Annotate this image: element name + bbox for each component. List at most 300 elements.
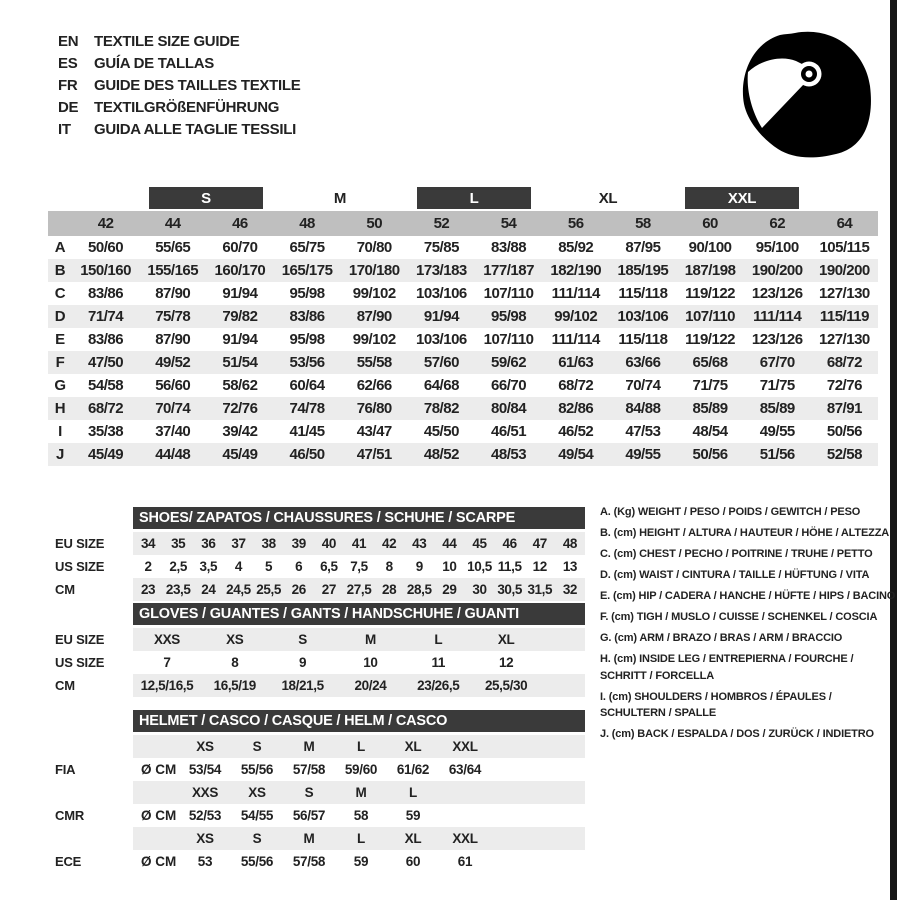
- guide-title: GUIDA ALLE TAGLIE TESSILI: [94, 120, 296, 138]
- measurement-cell: 83/88: [491, 239, 527, 256]
- helmet-section-title: HELMET / CASCO / CASQUE / HELM / CASCO: [139, 713, 448, 729]
- helmet-size-cell: S: [252, 739, 262, 754]
- shoes-size-cell: 46: [502, 536, 517, 551]
- measurement-cell: 99/102: [554, 308, 598, 325]
- helmet-size-cell: M: [303, 831, 315, 846]
- numeric-size-cell: 56: [567, 215, 584, 232]
- measurement-cell: 123/126: [751, 285, 803, 302]
- shoes-size-cell: 3,5: [199, 559, 218, 574]
- helmet-size-cell: L: [357, 739, 365, 754]
- measurement-cell: 83/86: [289, 308, 325, 325]
- measurement-cell: 190/200: [819, 262, 870, 279]
- measurement-cell: 46/51: [491, 423, 527, 440]
- measurement-cell: 46/50: [289, 446, 325, 463]
- gloves-row-label: US SIZE: [55, 655, 105, 670]
- measurement-row-letter: E: [55, 331, 65, 348]
- measurement-row: [48, 443, 878, 466]
- measurement-cell: 182/190: [550, 262, 602, 279]
- shoes-size-cell: 43: [412, 536, 427, 551]
- gloves-size-row: [55, 674, 585, 697]
- size-group-label: S: [149, 187, 263, 209]
- measurement-row: [48, 328, 878, 351]
- shoes-size-cell: 30: [472, 582, 487, 597]
- numeric-size-cell: 60: [702, 215, 718, 232]
- language-code: EN: [58, 32, 79, 50]
- shoes-size-cell: 11,5: [497, 559, 522, 574]
- numeric-size-cell: 54: [500, 215, 517, 232]
- measurement-cell: 52/58: [826, 446, 862, 463]
- shoes-size-cell: 2,5: [169, 559, 187, 574]
- helmet-size-cell: XS: [196, 739, 214, 754]
- gloves-size-row: [55, 651, 585, 674]
- language-row: [58, 118, 300, 140]
- measurement-row: [48, 374, 878, 397]
- measurement-cell: 115/119: [819, 308, 869, 325]
- measurement-legend-item: C. (cm) CHEST / PECHO / POITRINE / TRUHE / PETTO: [600, 548, 873, 560]
- measurement-cell: 91/94: [423, 308, 459, 325]
- measurement-cell: 84/88: [625, 400, 661, 417]
- measurement-cell: 170/180: [348, 262, 400, 279]
- gloves-size-cell: 12,5/16,5: [140, 678, 194, 693]
- measurement-cell: 123/126: [751, 331, 803, 348]
- gloves-row-label: CM: [55, 678, 75, 693]
- measurement-cell: 111/114: [551, 285, 600, 302]
- measurement-cell: 70/74: [625, 377, 661, 394]
- shoes-size-cell: 24: [201, 582, 216, 597]
- helmet-size-table: [55, 710, 585, 873]
- shoes-size-cell: 28: [382, 582, 397, 597]
- measurement-row-letter: I: [58, 423, 62, 440]
- measurement-cell: 190/200: [751, 262, 803, 279]
- size-group-cell: [541, 185, 675, 211]
- measurement-cell: 49/52: [155, 354, 191, 371]
- measurement-cell: 71/75: [692, 377, 728, 394]
- measurement-cell: 127/130: [819, 331, 870, 348]
- measurement-cell: 60/64: [289, 377, 325, 394]
- shoes-size-cell: 35: [171, 536, 186, 551]
- shoes-size-cell: 36: [201, 536, 216, 551]
- shoes-size-cell: 30,5: [497, 582, 522, 597]
- helmet-size-cell: S: [304, 785, 314, 800]
- shoes-size-cell: 40: [321, 536, 336, 551]
- measurement-row-letter: B: [54, 262, 66, 279]
- measurement-legend-item: J. (cm) BACK / ESPALDA / DOS / ZURÜCK / INDIETRO: [600, 728, 874, 740]
- measurement-cell: 78/82: [423, 400, 459, 417]
- helmet-section-header: [133, 710, 585, 732]
- helmet-size-cell: XXS: [191, 785, 219, 800]
- racing-helmet-icon: [737, 28, 877, 160]
- shoes-size-cell: 27,5: [346, 582, 372, 597]
- helmet-standard-label: CMR: [55, 808, 85, 823]
- shoes-size-cell: 24,5: [226, 582, 251, 597]
- measurement-cell: 185/195: [617, 262, 669, 279]
- measurement-cell: 50/56: [826, 423, 862, 440]
- measurement-cell: 47/53: [625, 423, 661, 440]
- helmet-size-cell: S: [252, 831, 262, 846]
- measurement-row: [48, 259, 878, 282]
- helmet-size-cell: M: [303, 739, 315, 754]
- guide-title: GUÍA DE TALLAS: [94, 54, 214, 72]
- gloves-size-cell: 23/26,5: [417, 678, 460, 693]
- measurement-cell: 119/122: [685, 331, 736, 348]
- measurement-row: [48, 236, 878, 259]
- size-group-cell: [139, 185, 273, 211]
- measurement-cell: 45/49: [88, 446, 124, 463]
- measurement-cell: 107/110: [685, 308, 736, 325]
- measurement-cell: 51/54: [222, 354, 258, 371]
- measurement-cell: 35/38: [88, 423, 124, 440]
- numeric-size-cell: 52: [433, 215, 450, 232]
- helmet-size-cell: XS: [248, 785, 266, 800]
- shoes-size-cell: 34: [140, 536, 156, 551]
- measurement-cell: 155/165: [147, 262, 199, 279]
- shoes-size-cell: 28,5: [406, 582, 432, 597]
- shoes-size-cell: 5: [265, 559, 273, 574]
- measurement-cell: 66/70: [491, 377, 527, 394]
- measurement-cell: 45/50: [423, 423, 459, 440]
- helmet-standard-block: [55, 827, 585, 873]
- measurement-cell: 107/110: [483, 331, 534, 348]
- measurement-cell: 37/40: [155, 423, 191, 440]
- helmet-size-cell: L: [357, 831, 365, 846]
- helmet-diameter-cell: 63/64: [448, 762, 482, 777]
- measurement-cell: 165/175: [281, 262, 333, 279]
- shoes-size-cell: 2: [144, 559, 152, 574]
- measurement-legend-item: D. (cm) WAIST / CINTURA / TAILLE / HÜFTUNG / VITA: [600, 569, 870, 581]
- measurement-cell: 50/56: [692, 446, 728, 463]
- gloves-size-cell: 25,5/30: [484, 678, 528, 693]
- shoes-size-row: [55, 532, 585, 555]
- shoes-size-cell: 29: [442, 582, 457, 597]
- shoes-size-table: [55, 507, 585, 601]
- measurement-legend-item: B. (cm) HEIGHT / ALTURA / HAUTEUR / HÖHE / ALTEZZA: [600, 527, 890, 539]
- numeric-size-cell: 62: [769, 215, 786, 232]
- helmet-diameter-cell: 56/57: [292, 808, 326, 823]
- shoes-size-cell: 42: [382, 536, 397, 551]
- shoes-size-cell: 41: [351, 536, 367, 551]
- measurement-cell: 115/118: [618, 331, 668, 348]
- shoes-size-cell: 39: [291, 536, 306, 551]
- measurement-cell: 48/54: [692, 423, 728, 440]
- numeric-size-cell: 44: [164, 215, 181, 232]
- size-group-header-row: [48, 185, 878, 211]
- language-title-list: [58, 30, 300, 140]
- measurement-cell: 95/98: [289, 285, 325, 302]
- measurement-cell: 71/74: [88, 308, 124, 325]
- shoes-size-cell: 44: [442, 536, 457, 551]
- measurement-cell: 83/86: [88, 331, 124, 348]
- helmet-diameter-cell: 60: [405, 854, 421, 869]
- measurement-cell: 46/52: [558, 423, 594, 440]
- measurement-row: [48, 397, 878, 420]
- measurement-cell: 111/114: [753, 308, 802, 325]
- helmet-diameter-cell: 54/55: [240, 808, 274, 823]
- shoes-size-cell: 10: [442, 559, 457, 574]
- measurement-cell: 173/183: [416, 262, 467, 279]
- measurement-cell: 82/86: [558, 400, 594, 417]
- measurement-cell: 70/80: [356, 239, 392, 256]
- measurement-cell: 67/70: [759, 354, 795, 371]
- measurement-cell: 51/56: [759, 446, 795, 463]
- gloves-size-cell: 12: [498, 655, 514, 670]
- shoes-size-cell: 37: [231, 536, 246, 551]
- measurement-row-letter: F: [55, 354, 65, 371]
- language-row: [58, 96, 300, 118]
- guide-title: TEXTILE SIZE GUIDE: [94, 32, 240, 50]
- helmet-size-cell: XXL: [452, 831, 478, 846]
- shoes-size-cell: 4: [234, 559, 243, 574]
- measurement-cell: 61/63: [558, 354, 594, 371]
- measurement-cell: 91/94: [222, 331, 258, 348]
- helmet-values-row: [55, 850, 585, 873]
- shoes-size-cell: 12: [532, 559, 547, 574]
- measurement-cell: 91/94: [222, 285, 258, 302]
- gloves-size-cell: L: [434, 632, 443, 647]
- shoes-size-cell: 25,5: [256, 582, 281, 597]
- shoes-row-label: CM: [55, 582, 75, 597]
- shoes-size-cell: 10,5: [467, 559, 492, 574]
- measurement-cell: 80/84: [491, 400, 527, 417]
- shoes-size-cell: 13: [562, 559, 578, 574]
- shoes-size-cell: 48: [562, 536, 578, 551]
- shoes-size-cell: 8: [385, 559, 393, 574]
- helmet-sizes-row: [55, 735, 585, 758]
- helmet-diameter-cell: 57/58: [292, 854, 326, 869]
- shoes-section-title: SHOES/ ZAPATOS / CHAUSSURES / SCHUHE / SCARPE: [139, 510, 516, 526]
- measurement-cell: 48/53: [491, 446, 527, 463]
- measurement-cell: 87/90: [356, 308, 392, 325]
- measurement-legend-item: G. (cm) ARM / BRAZO / BRAS / ARM / BRACCIO: [600, 632, 843, 644]
- measurement-cell: 105/115: [819, 239, 870, 256]
- language-code: FR: [58, 76, 78, 94]
- helmet-diameter-cell: 53/54: [188, 762, 222, 777]
- shoes-size-cell: 6,5: [320, 559, 338, 574]
- helmet-diameter-cell: 57/58: [292, 762, 326, 777]
- measurement-cell: 44/48: [155, 446, 191, 463]
- shoes-size-cell: 38: [261, 536, 276, 551]
- numeric-size-cell: 50: [366, 215, 383, 232]
- measurement-row: [48, 351, 878, 374]
- measurement-cell: 41/45: [289, 423, 325, 440]
- measurement-cell: 43/47: [356, 423, 392, 440]
- shoes-size-cell: 6: [295, 559, 303, 574]
- gloves-size-cell: 11: [431, 655, 445, 670]
- measurement-row-letter: A: [54, 239, 66, 256]
- measurement-legend-item: H. (cm) INSIDE LEG / ENTREPIERNA / FOURCHE / SCHRITT / FORCELLA: [600, 653, 854, 682]
- shoes-size-cell: 47: [532, 536, 547, 551]
- helmet-standard-label: ECE: [55, 854, 82, 869]
- numeric-size-cell: 48: [299, 215, 315, 232]
- helmet-diameter-cell: 58: [353, 808, 369, 823]
- measurement-cell: 47/51: [356, 446, 392, 463]
- helmet-diameter-cell: 59: [405, 808, 421, 823]
- measurement-cell: 65/75: [289, 239, 325, 256]
- shoes-size-cell: 32: [562, 582, 578, 597]
- size-group-cell: [675, 185, 809, 211]
- measurement-legend-item: A. (Kg) WEIGHT / PESO / POIDS / GEWITCH / PESO: [600, 506, 861, 518]
- gloves-size-cell: 16,5/19: [213, 678, 256, 693]
- shoes-size-cell: 45: [472, 536, 487, 551]
- measurement-cell: 99/102: [352, 331, 396, 348]
- helmet-standard-block: [55, 781, 585, 827]
- measurement-cell: 115/118: [618, 285, 668, 302]
- measurement-cell: 187/198: [684, 262, 736, 279]
- measurement-cell: 68/72: [826, 354, 862, 371]
- gloves-section-title: GLOVES / GUANTES / GANTS / HANDSCHUHE / GUANTI: [139, 606, 519, 622]
- measurement-cell: 62/66: [356, 377, 392, 394]
- measurement-cell: 68/72: [88, 400, 124, 417]
- measurement-cell: 119/122: [685, 285, 736, 302]
- helmet-sizes-row: [55, 781, 585, 804]
- measurement-cell: 65/68: [692, 354, 728, 371]
- helmet-diameter-cell: 59/60: [344, 762, 378, 777]
- guide-title: GUIDE DES TAILLES TEXTILE: [94, 76, 301, 94]
- measurement-cell: 87/91: [826, 400, 862, 417]
- helmet-diameter-cell: 55/56: [240, 762, 274, 777]
- gloves-size-cell: 7: [163, 655, 171, 670]
- measurement-row: [48, 305, 878, 328]
- shoes-row-label: EU SIZE: [55, 536, 105, 551]
- measurement-cell: 103/106: [617, 308, 669, 325]
- measurement-cell: 127/130: [819, 285, 870, 302]
- measurement-cell: 57/60: [423, 354, 459, 371]
- helmet-size-cell: XS: [196, 831, 214, 846]
- measurement-row-letter: C: [54, 285, 66, 302]
- measurement-cell: 103/106: [416, 331, 467, 348]
- measurement-cell: 177/187: [483, 262, 534, 279]
- numeric-size-cell: 64: [836, 215, 853, 232]
- measurement-row-letter: D: [54, 308, 66, 325]
- measurement-cell: 68/72: [558, 377, 594, 394]
- size-group-label: XXL: [685, 187, 799, 209]
- helmet-diameter-cell: 52/53: [188, 808, 222, 823]
- shoes-size-cell: 23: [140, 582, 156, 597]
- shoes-size-cell: 26: [291, 582, 306, 597]
- measurement-cell: 95/100: [755, 239, 799, 256]
- gloves-size-cell: M: [364, 632, 376, 647]
- shoes-section-header: [133, 507, 585, 529]
- measurement-cell: 76/80: [356, 400, 392, 417]
- helmet-diameter-cell: 55/56: [240, 854, 274, 869]
- measurement-cell: 64/68: [423, 377, 459, 394]
- measurement-cell: 79/82: [222, 308, 258, 325]
- measurement-row: [48, 420, 878, 443]
- shoes-size-cell: 23,5: [165, 582, 191, 597]
- gloves-size-cell: 8: [231, 655, 239, 670]
- helmet-size-cell: XL: [404, 739, 422, 754]
- measurement-cell: 75/78: [155, 308, 191, 325]
- measurement-cell: 54/58: [88, 377, 124, 394]
- measurement-cell: 53/56: [289, 354, 325, 371]
- measurement-row-letter: G: [54, 377, 66, 394]
- textile-size-table: [48, 185, 878, 466]
- measurement-cell: 45/49: [222, 446, 258, 463]
- measurement-cell: 39/42: [222, 423, 258, 440]
- measurement-cell: 59/62: [491, 354, 527, 371]
- measurement-cell: 55/65: [155, 239, 191, 256]
- measurement-legend-item: E. (cm) HIP / CADERA / HANCHE / HÜFTE / HIPS / BACINO: [600, 590, 896, 602]
- helmet-size-cell: XL: [404, 831, 422, 846]
- shoes-row-label: US SIZE: [55, 559, 105, 574]
- shoes-size-row: [55, 555, 585, 578]
- measurement-legend-item: F. (cm) TIGH / MUSLO / CUISSE / SCHENKEL / COSCIA: [600, 611, 878, 623]
- measurement-legend: [600, 504, 900, 747]
- helmet-size-cell: L: [409, 785, 417, 800]
- helmet-size-cell: XXL: [452, 739, 478, 754]
- measurement-cell: 49/55: [759, 423, 795, 440]
- shoes-size-row: [55, 578, 585, 601]
- measurement-cell: 85/92: [558, 239, 594, 256]
- guide-title: TEXTILGRÖßENFÜHRUNG: [94, 98, 280, 116]
- shoes-size-cell: 7,5: [350, 559, 368, 574]
- measurement-cell: 56/60: [155, 377, 191, 394]
- language-row: [58, 74, 300, 96]
- numeric-size-cell: 42: [97, 215, 114, 232]
- gloves-size-row: [55, 628, 585, 651]
- gloves-size-table: [55, 603, 585, 697]
- measurement-cell: 47/50: [88, 354, 124, 371]
- measurement-cell: 75/85: [423, 239, 459, 256]
- helmet-sizes-row: [55, 827, 585, 850]
- measurement-cell: 60/70: [222, 239, 258, 256]
- helmet-diameter-cell: 61/62: [396, 762, 430, 777]
- measurement-cell: 87/95: [625, 239, 661, 256]
- measurement-cell: 50/60: [88, 239, 124, 256]
- gloves-size-cell: 18/21,5: [281, 678, 324, 693]
- gloves-size-cell: 20/24: [354, 678, 387, 693]
- shoes-size-cell: 31,5: [527, 582, 553, 597]
- size-group-label: L: [417, 187, 531, 209]
- measurement-cell: 55/58: [356, 354, 392, 371]
- measurement-cell: 107/110: [483, 285, 534, 302]
- measurement-cell: 71/75: [759, 377, 795, 394]
- language-code: IT: [58, 120, 71, 138]
- shoes-size-cell: 9: [415, 559, 423, 574]
- helmet-diameter-cell: 61: [457, 854, 473, 869]
- helmet-size-cell: M: [355, 785, 367, 800]
- measurement-cell: 49/54: [558, 446, 594, 463]
- measurement-cell: 72/76: [826, 377, 862, 394]
- measurement-cell: 49/55: [625, 446, 661, 463]
- numeric-size-row: [48, 211, 878, 236]
- helmet-unit-label: Ø CM: [141, 808, 177, 823]
- helmet-diameter-cell: 59: [353, 854, 369, 869]
- gloves-size-cell: 9: [299, 655, 307, 670]
- measurement-cell: 111/114: [551, 331, 600, 348]
- measurement-cell: 150/160: [80, 262, 131, 279]
- size-group-label: M: [333, 189, 347, 207]
- helmet-diameter-cell: 53: [197, 854, 213, 869]
- numeric-size-cell: 58: [635, 215, 651, 232]
- language-code: DE: [58, 98, 79, 116]
- helmet-unit-label: Ø CM: [141, 854, 177, 869]
- measurement-cell: 48/52: [423, 446, 459, 463]
- gloves-size-cell: XXS: [154, 632, 180, 647]
- measurement-legend-item: I. (cm) SHOULDERS / HOMBROS / ÉPAULES / SCHULTERN / SPALLE: [600, 690, 832, 719]
- measurement-cell: 83/86: [88, 285, 124, 302]
- measurement-row-letter: J: [55, 446, 65, 463]
- shoes-size-cell: 27: [321, 582, 336, 597]
- size-group-label: XL: [598, 189, 618, 207]
- helmet-standard-block: [55, 735, 585, 781]
- language-row: [58, 52, 300, 74]
- measurement-row-letter: H: [54, 400, 66, 417]
- helmet-standard-label: FIA: [55, 762, 76, 777]
- measurement-cell: 74/78: [289, 400, 325, 417]
- measurement-cell: 70/74: [155, 400, 191, 417]
- gloves-row-label: EU SIZE: [55, 632, 105, 647]
- helmet-unit-label: Ø CM: [141, 762, 177, 777]
